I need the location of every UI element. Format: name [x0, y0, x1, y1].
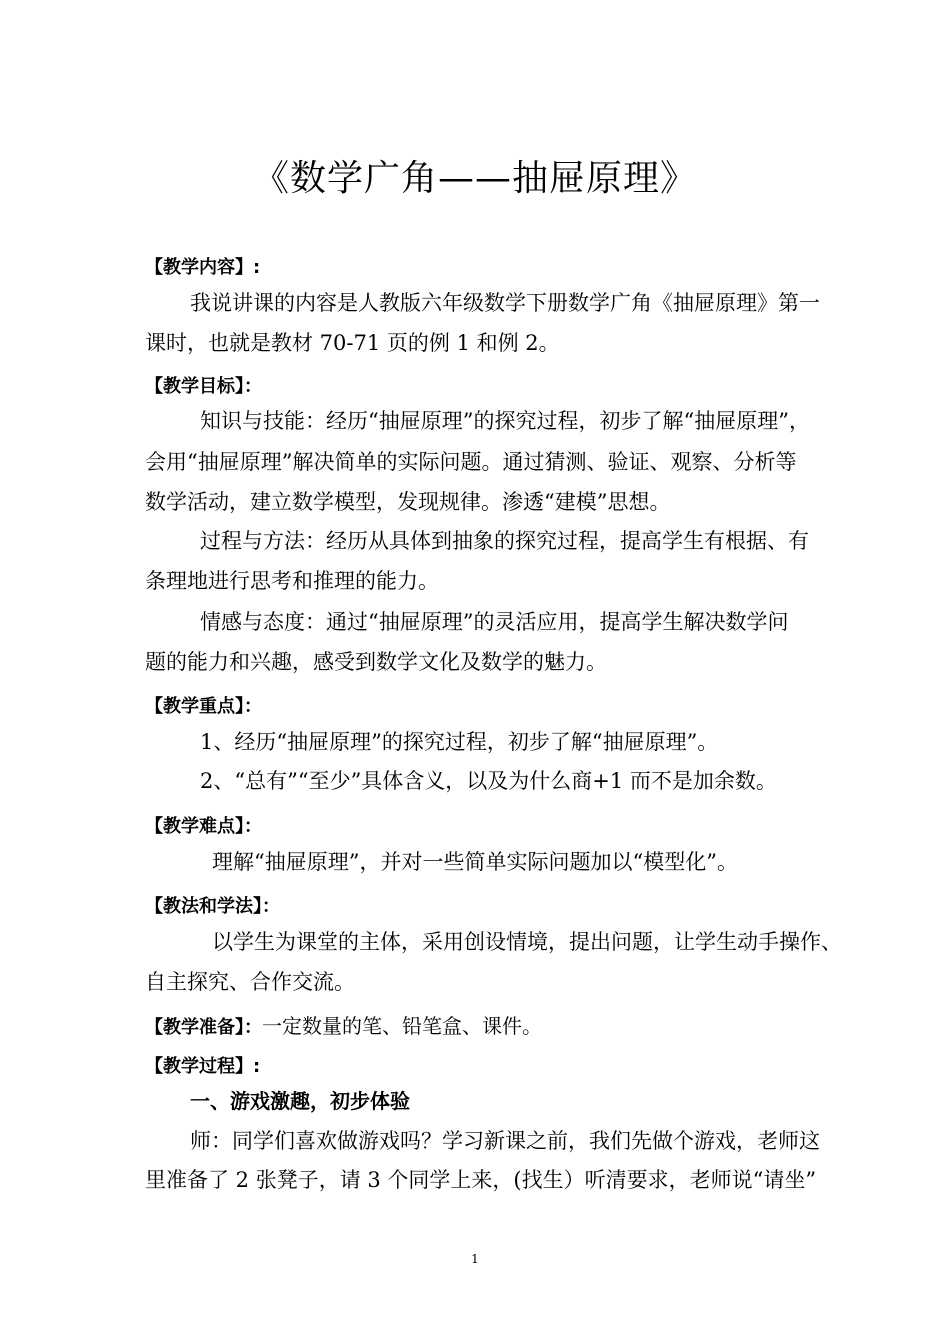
- key-points-line-2: 2、“总有”“至少”具体含义，以及为什么商+1 而不是加余数。: [200, 769, 777, 793]
- goals-line-7: 题的能力和兴趣，感受到数学文化及数学的魅力。: [145, 650, 607, 674]
- heading-prep: [145, 1010, 542, 1039]
- content-line-1: 我说讲课的内容是人教版六年级数学下册数学广角《抽屉原理》第一: [190, 291, 820, 315]
- prep-heading-label: 【教学准备】：: [145, 1017, 262, 1038]
- goals-line-2: 会用“抽屉原理”解决简单的实际问题。通过猜测、验证、观察、分析等: [145, 450, 797, 474]
- goals-line-5: 条理地进行思考和推理的能力。: [145, 569, 439, 593]
- goals-line-1: 知识与技能：经历“抽屉原理”的探究过程，初步了解“抽屉原理”，: [200, 409, 810, 433]
- heading-content: 【教学内容】:: [145, 257, 261, 278]
- heading-difficulties: 【教学难点】：: [145, 816, 262, 837]
- process-subheading: 一、游戏激趣，初步体验: [190, 1089, 410, 1113]
- goals-line-3: 数学活动，建立数学模型，发现规律。渗透“建模”思想。: [145, 490, 671, 514]
- process-line-2: 里准备了 2 张凳子，请 3 个同学上来，(找生）听清要求，老师说“请坐”: [145, 1168, 817, 1192]
- process-line-1: 师：同学们喜欢做游戏吗？学习新课之前，我们先做个游戏，老师这: [190, 1129, 820, 1153]
- prep-text: 一定数量的笔、铅笔盒、课件。: [262, 1014, 542, 1038]
- methods-line-2: 自主探究、合作交流。: [145, 970, 355, 994]
- heading-process: 【教学过程】:: [145, 1056, 261, 1077]
- content-line-2: 课时，也就是教材 70-71 页的例 1 和例 2。: [145, 331, 560, 355]
- page-number: 1: [471, 1252, 479, 1266]
- document-title: 《数学广角——抽屉原理》: [252, 158, 697, 199]
- methods-line-1: 以学生为课堂的主体，采用创设情境，提出问题，让学生动手操作、: [212, 930, 842, 954]
- goals-line-4: 过程与方法：经历从具体到抽象的探究过程，提高学生有根据、有: [200, 529, 809, 553]
- key-points-line-1: 1、经历“抽屉原理”的探究过程，初步了解“抽屉原理”。: [200, 730, 719, 754]
- difficulties-line-1: 理解“抽屉原理”，并对一些简单实际问题加以“模型化”。: [212, 850, 738, 874]
- heading-key-points: 【教学重点】：: [145, 696, 262, 717]
- heading-methods: 【教法和学法】：: [145, 896, 280, 917]
- heading-goals: 【教学目标】：: [145, 376, 262, 397]
- goals-line-6: 情感与态度：通过“抽屉原理”的灵活应用，提高学生解决数学问: [200, 610, 789, 634]
